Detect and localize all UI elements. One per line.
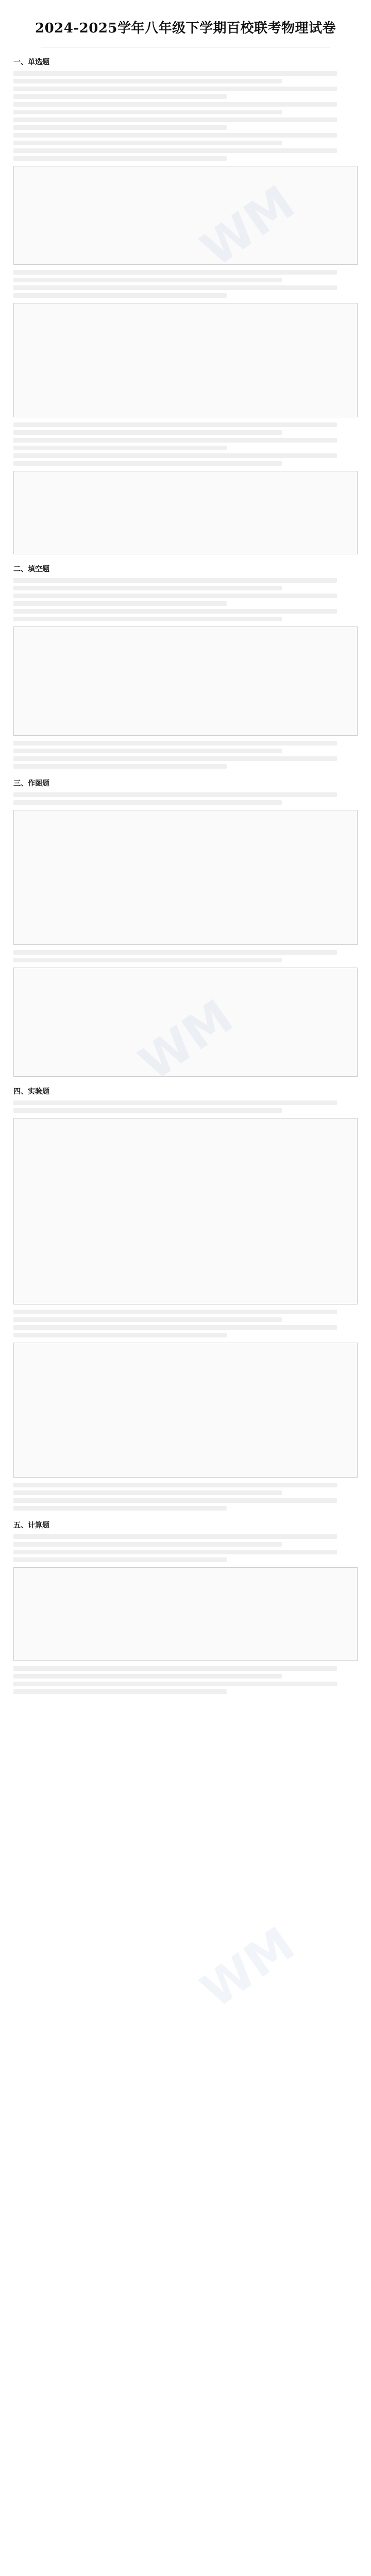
section-fill-in — [13, 564, 358, 769]
figure-placeholder — [13, 626, 358, 736]
section-title-fill-in: 二、填空题 — [13, 565, 49, 573]
experiment-content — [13, 1100, 358, 1511]
header-divider — [41, 42, 330, 47]
section-title-drawing: 三、作图题 — [13, 779, 49, 788]
section-multiple-choice — [13, 57, 358, 554]
drawing-content — [13, 792, 358, 1077]
section-calculation — [13, 1520, 358, 1694]
document-title: 2024-2025学年八年级下学期百校联考物理试卷 — [35, 21, 336, 36]
figure-placeholder — [13, 810, 358, 945]
section-title-calculation: 五、计算题 — [13, 1521, 49, 1530]
fill-in-content — [13, 578, 358, 769]
figure-placeholder — [13, 303, 358, 417]
figure-placeholder — [13, 1567, 358, 1661]
figure-placeholder — [13, 166, 358, 265]
calculation-content — [13, 1534, 358, 1694]
figure-placeholder — [13, 1118, 358, 1304]
section-experiment — [13, 1086, 358, 1511]
section-drawing — [13, 778, 358, 1077]
section-title-experiment: 四、实验题 — [13, 1088, 49, 1096]
figure-placeholder — [13, 471, 358, 554]
multiple-choice-content — [13, 71, 358, 554]
figure-placeholder — [13, 1343, 358, 1478]
svg-text:WM: WM — [191, 1916, 305, 2019]
figure-placeholder — [13, 968, 358, 1077]
section-title-multiple-choice: 一、单选题 — [13, 58, 49, 66]
